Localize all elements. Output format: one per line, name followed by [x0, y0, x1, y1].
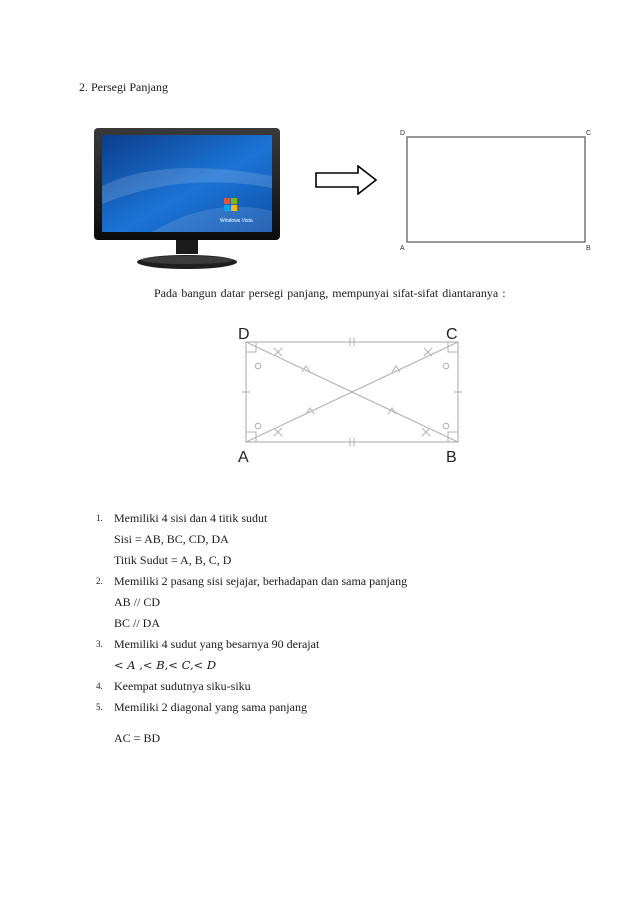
- list-detail: AB // CD: [114, 595, 161, 609]
- vertex-label-c: C: [586, 130, 592, 137]
- vertex-label-a: A: [400, 245, 405, 252]
- rectangle-figure: [398, 126, 598, 252]
- vertex-label-d: D: [238, 326, 250, 343]
- list-item: 1. Memiliki 4 sisi dan 4 titik sudut: [96, 511, 268, 525]
- vertex-label-b: B: [446, 449, 457, 466]
- vertex-label-b: B: [586, 245, 591, 252]
- list-item: 3. Memiliki 4 sudut yang besarnya 90 derajat: [96, 637, 320, 651]
- vertex-label-a: A: [238, 449, 249, 466]
- vertex-label-d: D: [400, 130, 406, 137]
- section-heading: 2. Persegi Panjang: [79, 80, 168, 94]
- monitor-illustration: [92, 126, 282, 274]
- list-detail: Titik Sudut = A, B, C, D: [114, 553, 232, 567]
- list-item: 5. Memiliki 2 diagonal yang sama panjang: [96, 700, 307, 714]
- list-detail: BC // DA: [114, 616, 161, 630]
- diagonal-rectangle-figure: [236, 322, 468, 468]
- list-detail: AC = BD: [114, 731, 161, 745]
- properties-list: [96, 508, 566, 749]
- list-item: 2. Memiliki 2 pasang sisi sejajar, berhadapan dan sama panjang: [96, 574, 408, 588]
- list-item: 4. Keempat sudutnya siku-siku: [96, 679, 251, 693]
- vertex-label-c: C: [446, 326, 458, 343]
- right-arrow-icon: [314, 165, 378, 195]
- screen-logo-text: Windows Vista: [220, 218, 253, 224]
- list-detail: Sisi = AB, BC, CD, DA: [114, 532, 229, 546]
- intro-text: Pada bangun datar persegi panjang, mempunyai sifat-sifat diantaranya :: [154, 286, 506, 300]
- list-detail: < A ,< B,< C,< D: [114, 658, 217, 672]
